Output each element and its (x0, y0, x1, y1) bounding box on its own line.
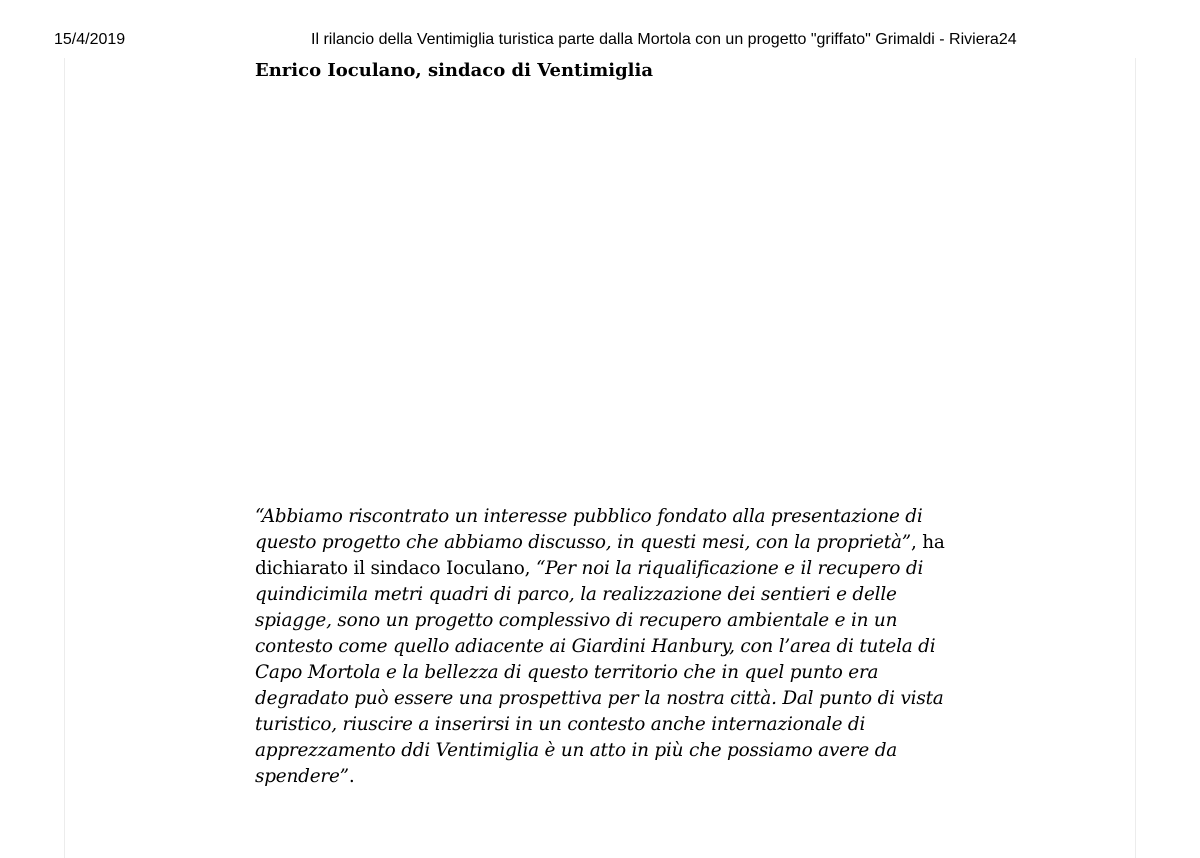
paragraph-closing: . (348, 766, 355, 787)
quote-attribution: , ha dichiarato il sindaco Ioculano, (255, 532, 945, 579)
photo-placeholder (255, 92, 955, 487)
quote-part-1: “Abbiamo riscontrato un interesse pubblico fondato alla presentazione di questo progetto che abbiamo discusso, in questi mesi, con la proprietà” (255, 506, 923, 553)
print-page-title: Il rilancio della Ventimiglia turistica parte dalla Mortola con un progetto "griffato" Grimaldi - Riviera24 (311, 31, 1017, 48)
photo-caption: Enrico Ioculano, sindaco di Ventimiglia (255, 60, 654, 81)
print-date: 15/4/2019 (54, 31, 126, 48)
quote-part-2: “Per noi la riqualificazione e il recupero di quindicimila metri quadri di parco, la realizzazione dei sentieri e delle spiagge, sono un progetto complessivo di recupero ambientale e in un contesto come quello adiacente ai Giardini Hanbury, con l’area di tutela di Capo Mortola e la bellezza di questo territorio che in quel punto era degradato può essere una prospettiva per la nostra città. Dal punto di vista turistico, riuscire a inserirsi in un contesto anche internazionale di apprezzamento ddi Ventimiglia è un atto in più che possiamo avere da spendere” (255, 558, 944, 787)
article-paragraph (255, 504, 955, 790)
print-header (0, 28, 1200, 52)
